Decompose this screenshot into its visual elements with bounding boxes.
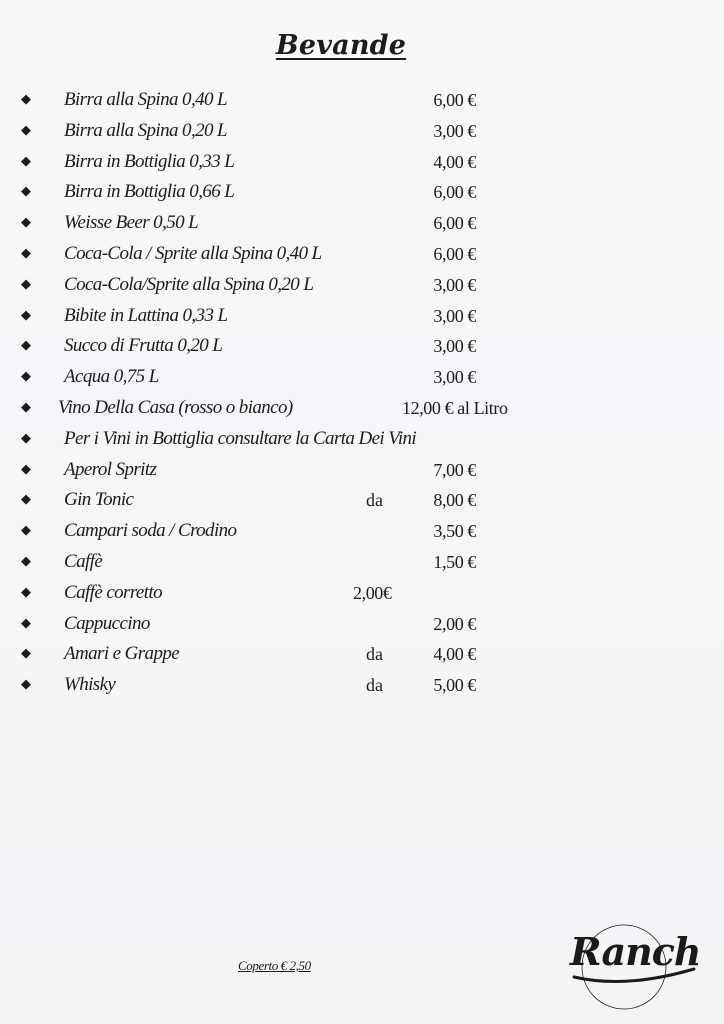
item-name: Weisse Beer 0,50 L	[64, 212, 199, 234]
item-name: Gin Tonic	[64, 489, 134, 511]
item-name: Per i Vini in Bottiglia consultare la Carta Dei Vini	[64, 427, 417, 449]
list-item	[0, 486, 724, 517]
item-name: Coca-Cola / Sprite alla Spina 0,40 L	[64, 242, 322, 264]
diamond-bullet-icon: ◆	[21, 276, 31, 292]
diamond-bullet-icon: ◆	[21, 307, 31, 323]
list-item	[0, 332, 724, 363]
diamond-bullet-icon: ◆	[21, 369, 31, 385]
item-price: 3,00 €	[433, 274, 476, 295]
item-name: Caffè	[64, 550, 103, 572]
item-name: Amari e Grappe	[64, 643, 180, 665]
item-price: 6,00 €	[433, 182, 476, 203]
list-item	[0, 425, 724, 456]
diamond-bullet-icon: ◆	[21, 584, 31, 600]
list-item	[0, 517, 724, 548]
list-item	[0, 363, 724, 394]
item-price: 3,00 €	[433, 305, 476, 326]
diamond-bullet-icon: ◆	[21, 646, 31, 662]
diamond-bullet-icon: ◆	[21, 184, 31, 200]
diamond-bullet-icon: ◆	[21, 399, 31, 415]
list-item	[0, 671, 724, 702]
item-price: 7,00 €	[433, 459, 476, 480]
list-item	[0, 394, 724, 425]
cover-charge-note: Coperto € 2,50	[238, 958, 311, 973]
item-name: Whisky	[64, 674, 116, 696]
item-name: Birra in Bottiglia 0,66 L	[64, 181, 235, 203]
price-prefix: da	[366, 675, 383, 696]
diamond-bullet-icon: ◆	[21, 677, 31, 693]
logo-text: Ranch	[570, 929, 701, 974]
list-item	[0, 86, 724, 117]
price-prefix: da	[366, 490, 383, 511]
item-price: 4,00 €	[433, 644, 476, 665]
diamond-bullet-icon: ◆	[21, 338, 31, 354]
drinks-list	[0, 86, 724, 702]
item-name: Coca-Cola/Sprite alla Spina 0,20 L	[64, 273, 314, 295]
item-price: 6,00 €	[433, 243, 476, 264]
diamond-bullet-icon: ◆	[21, 430, 31, 446]
item-price: 12,00 € al Litro	[402, 397, 508, 418]
diamond-bullet-icon: ◆	[21, 215, 31, 231]
list-item	[0, 178, 724, 209]
diamond-bullet-icon: ◆	[21, 122, 31, 138]
item-price: 5,00 €	[433, 675, 476, 696]
item-price: 3,00 €	[433, 336, 476, 357]
item-name: Birra alla Spina 0,40 L	[64, 89, 228, 110]
item-name: Aperol Spritz	[64, 458, 157, 480]
item-name: Caffè corretto	[64, 581, 163, 603]
list-item	[0, 209, 724, 240]
item-name: Cappuccino	[64, 612, 150, 634]
list-item	[0, 610, 724, 641]
list-item	[0, 640, 724, 671]
item-name: Acqua 0,75 L	[64, 366, 159, 388]
diamond-bullet-icon: ◆	[21, 245, 31, 261]
list-item	[0, 548, 724, 579]
list-item	[0, 456, 724, 487]
page-title: Bevande	[275, 30, 407, 61]
item-name: Birra alla Spina 0,20 L	[64, 119, 228, 141]
item-name: Vino Della Casa (rosso o bianco)	[58, 396, 293, 418]
diamond-bullet-icon: ◆	[21, 615, 31, 631]
item-price: 6,00 €	[433, 213, 476, 234]
diamond-bullet-icon: ◆	[21, 461, 31, 477]
item-price: 3,00 €	[433, 367, 476, 388]
diamond-bullet-icon: ◆	[21, 553, 31, 569]
list-item	[0, 148, 724, 179]
price-prefix: da	[366, 644, 383, 665]
list-item	[0, 271, 724, 302]
item-price: 4,00 €	[433, 151, 476, 172]
item-name: Bibite in Lattina 0,33 L	[64, 304, 228, 326]
item-price: 3,50 €	[433, 521, 476, 542]
list-item	[0, 579, 724, 610]
diamond-bullet-icon: ◆	[21, 523, 31, 539]
item-price: 6,00 €	[433, 90, 476, 110]
item-name: Birra in Bottiglia 0,33 L	[64, 150, 235, 172]
item-price: 8,00 €	[433, 490, 476, 511]
item-price: 2,00 €	[433, 613, 476, 634]
diamond-bullet-icon: ◆	[21, 92, 31, 107]
ranch-logo	[566, 915, 706, 1015]
list-item	[0, 240, 724, 271]
item-price: 2,00€	[353, 582, 392, 603]
item-price: 3,00 €	[433, 120, 476, 141]
list-item	[0, 302, 724, 333]
item-price: 1,50 €	[433, 551, 476, 572]
diamond-bullet-icon: ◆	[21, 492, 31, 508]
item-name: Succo di Frutta 0,20 L	[64, 335, 223, 357]
list-item	[0, 117, 724, 148]
item-name: Campari soda / Crodino	[64, 520, 237, 542]
diamond-bullet-icon: ◆	[21, 153, 31, 169]
